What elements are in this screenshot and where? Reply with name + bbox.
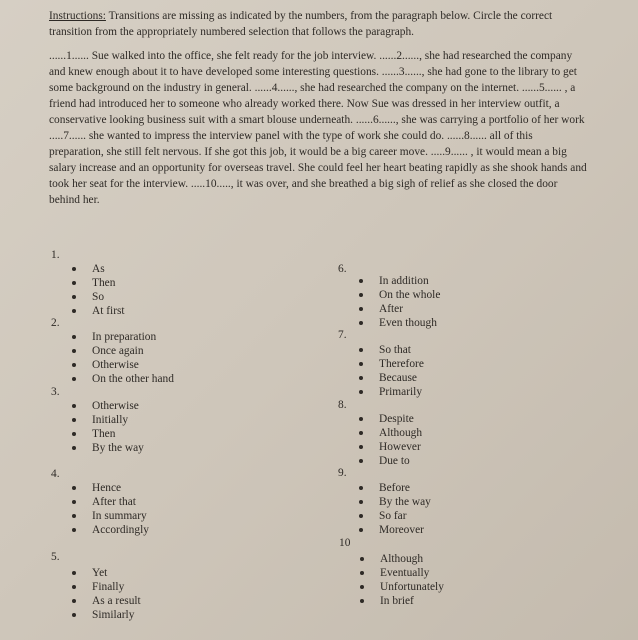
option-6c[interactable]: After [356, 302, 440, 316]
option-1d[interactable]: At first [69, 304, 125, 318]
option-1c[interactable]: So [69, 290, 125, 304]
option-1b[interactable]: Then [69, 276, 125, 290]
option-6b[interactable]: On the whole [356, 288, 440, 302]
option-5d[interactable]: Similarly [69, 608, 141, 622]
question-6-options [356, 274, 440, 330]
question-10-options [357, 552, 444, 608]
option-4d[interactable]: Accordingly [69, 523, 149, 537]
option-9a[interactable]: Before [356, 481, 431, 495]
option-8a[interactable]: Despite [356, 412, 422, 426]
option-4c[interactable]: In summary [69, 509, 149, 523]
question-1-options [69, 262, 125, 318]
option-9b[interactable]: By the way [356, 495, 431, 509]
question-6-number: 6. [338, 263, 347, 275]
option-10c[interactable]: Unfortunately [357, 580, 444, 594]
paragraph: ......1...... Sue walked into the office, she felt ready for the job interview. ......2......, she had researched the company and knew enough about it to have developed some interesting questions. ......3......, she had gone to the library to get some background on the industry in general. ......4......, she had researched the company on the internet. ......5...... , a friend had introduced her to someone who already worked there. Now Sue was dressed in her interview outfit, a conservative looking business suit with a smart blouse underneath. ......6......, she was carrying a portfolio of her work .....7...... she wanted to impress the interview panel with the type of work she could do. ......8...... all of this preparation, she still felt nervous. If she got this job, it would be a big career move. .....9...... , it would mean a big salary increase and an opportunity for overseas travel. She could feel her heart beating rapidly as she shook hands and took her seat for the interview. .....10....., it was over, and she breathed a big sigh of relief as she closed the door behind her. [49, 50, 587, 206]
option-1a[interactable]: As [69, 262, 125, 276]
question-8-options [356, 412, 422, 468]
option-9d[interactable]: Moreover [356, 523, 431, 537]
question-3-number: 3. [51, 386, 60, 398]
instructions-text: Transitions are missing as indicated by the numbers, from the paragraph below. Circle the correct transition from the appropriately numbered selection that follows the paragraph. [49, 10, 553, 38]
option-3d[interactable]: By the way [69, 441, 144, 455]
option-7b[interactable]: Therefore [356, 357, 424, 371]
question-7-options [356, 343, 424, 399]
option-7a[interactable]: So that [356, 343, 424, 357]
option-2a[interactable]: In preparation [69, 330, 174, 344]
instructions-block [49, 8, 589, 208]
option-10d[interactable]: In brief [357, 594, 444, 608]
option-5c[interactable]: As a result [69, 594, 141, 608]
question-4-number: 4. [51, 468, 60, 480]
option-6a[interactable]: In addition [356, 274, 440, 288]
option-10a[interactable]: Although [357, 552, 444, 566]
option-10b[interactable]: Eventually [357, 566, 444, 580]
question-7-number: 7. [338, 329, 347, 341]
option-5a[interactable]: Yet [69, 566, 141, 580]
question-4-options [69, 481, 149, 537]
option-3c[interactable]: Then [69, 427, 144, 441]
option-4a[interactable]: Hence [69, 481, 149, 495]
option-4b[interactable]: After that [69, 495, 149, 509]
question-1-number: 1. [51, 249, 60, 261]
question-3-options [69, 399, 144, 455]
question-5-number: 5. [51, 551, 60, 563]
question-9-options [356, 481, 431, 537]
option-6d[interactable]: Even though [356, 316, 440, 330]
option-8b[interactable]: Although [356, 426, 422, 440]
option-8c[interactable]: However [356, 440, 422, 454]
option-2d[interactable]: On the other hand [69, 372, 174, 386]
question-10-number: 10 [339, 537, 351, 549]
option-2c[interactable]: Otherwise [69, 358, 174, 372]
question-9-number: 9. [338, 467, 347, 479]
option-3b[interactable]: Initially [69, 413, 144, 427]
option-9c[interactable]: So far [356, 509, 431, 523]
option-5b[interactable]: Finally [69, 580, 141, 594]
option-3a[interactable]: Otherwise [69, 399, 144, 413]
option-7c[interactable]: Because [356, 371, 424, 385]
option-2b[interactable]: Once again [69, 344, 174, 358]
option-7d[interactable]: Primarily [356, 385, 424, 399]
question-8-number: 8. [338, 399, 347, 411]
question-2-number: 2. [51, 317, 60, 329]
option-8d[interactable]: Due to [356, 454, 422, 468]
question-2-options [69, 330, 174, 386]
instructions [49, 8, 589, 40]
question-5-options [69, 566, 141, 622]
instructions-title: Instructions: [49, 10, 106, 22]
